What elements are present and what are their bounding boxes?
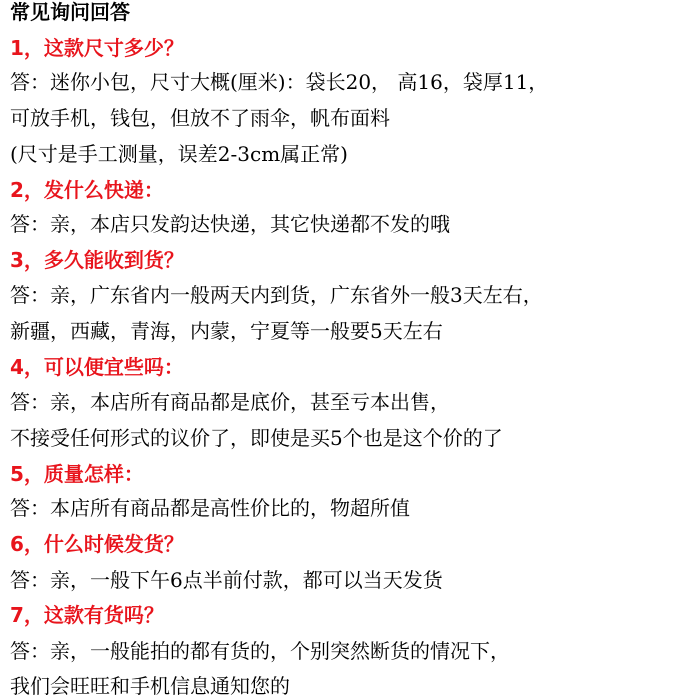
faq-answer-3-line-1: 答：亲，广东省内一般两天内到货，广东省外一般3天左右， [10,283,543,307]
faq-answer-6-line-1: 答：亲，一般下午6点半前付款，都可以当天发货 [10,568,443,592]
faq-question-7: 7，这款有货吗？ [10,603,164,627]
faq-question-5: 5，质量怎样： [10,462,144,486]
faq-answer-4-line-2: 不接受任何形式的议价了，即使是买5个也是这个价的了 [10,426,503,450]
faq-answer-1-line-2: 可放手机，钱包，但放不了雨伞，帆布面料 [10,106,390,130]
faq-question-3: 3，多久能收到货？ [10,248,184,272]
faq-question-2: 2，发什么快递： [10,178,164,202]
faq-answer-5-line-1: 答：本店所有商品都是高性价比的，物超所值 [10,496,410,520]
faq-answer-3-line-2: 新疆，西藏，青海，内蒙，宁夏等一般要5天左右 [10,319,443,343]
faq-question-1: 1，这款尺寸多少？ [10,36,184,60]
faq-title: 常见询问回答 [10,0,130,24]
faq-answer-1-line-3: (尺寸是手工测量，误差2-3cm属正常) [10,142,348,166]
faq-answer-7-line-2: 我们会旺旺和手机信息通知您的 [10,674,290,698]
faq-answer-7-line-1: 答：亲，一般能拍的都有货的，个别突然断货的情况下， [10,639,510,663]
faq-answer-1-line-1: 答：迷你小包，尺寸大概(厘米)：袋长20， 高16，袋厚11， [10,70,549,94]
faq-answer-2-line-1: 答：亲，本店只发韵达快递，其它快递都不发的哦 [10,212,450,236]
faq-question-4: 4，可以便宜些吗： [10,355,184,379]
faq-question-6: 6，什么时候发货？ [10,532,184,556]
faq-answer-4-line-1: 答：亲，本店所有商品都是底价，甚至亏本出售， [10,390,450,414]
